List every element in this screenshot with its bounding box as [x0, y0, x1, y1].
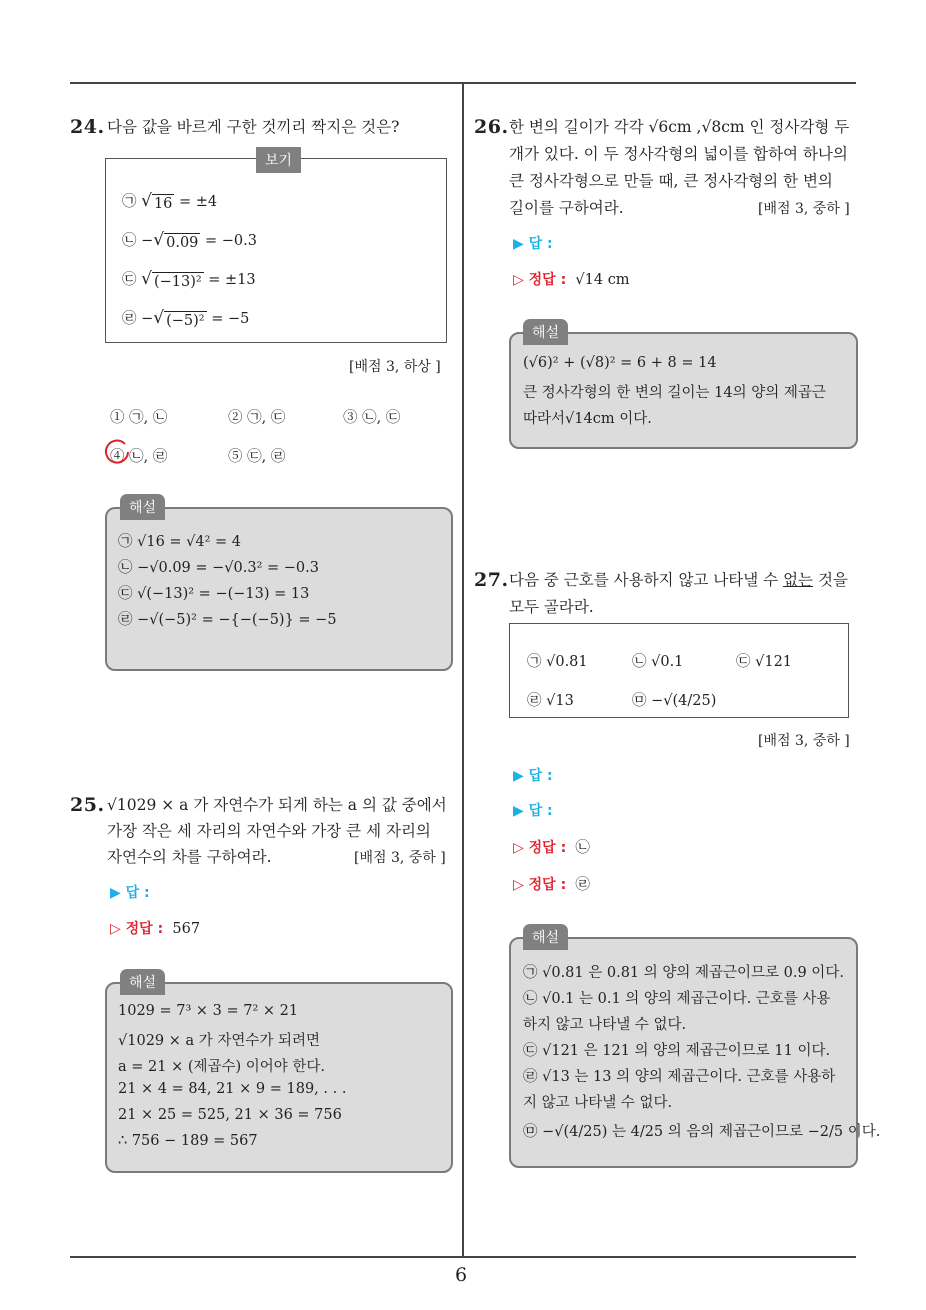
q26-text-line-2: 개가 있다. 이 두 정사각형의 넓이를 합하여 하나의 — [509, 145, 848, 163]
q25-sol-line-5: 21 × 25 = 525, 21 × 36 = 756 — [118, 1107, 342, 1123]
q25-solution-title: 해설 — [120, 969, 165, 995]
q24-choice-3[interactable]: ③ ㉡, ㉢ — [343, 410, 401, 426]
q27-correct-label-1: ▷ 정답 : — [513, 840, 567, 856]
q26-correct-row — [513, 269, 630, 289]
q27-sol-line-2: ㉡ √0.1 는 0.1 의 양의 제곱근이다. 근호를 사용 — [523, 991, 831, 1007]
q25-sol-line-2: √1029 × a 가 자연수가 되려면 — [118, 1033, 321, 1049]
q24-sol-line-2: ㉡ −√0.09 = −√0.3² = −0.3 — [118, 560, 319, 576]
q24-item-4: ㉣ − √ (−5)² = −5 — [122, 308, 250, 329]
q24-number: 24. — [70, 116, 105, 138]
q27-underlined-word: 없는 — [783, 571, 814, 589]
q26-correct-label: ▷ 정답 : — [513, 272, 567, 288]
q27-item-1: ㉠ √0.81 — [527, 654, 588, 670]
q24-solution-title: 해설 — [120, 494, 165, 520]
q24-choice-1[interactable]: ① ㉠, ㉡ — [110, 410, 168, 426]
column-divider — [462, 83, 464, 1256]
q27-answer-label-1: ▶ 답 : — [513, 768, 553, 784]
q27-sol-line-7: ㉤ −√(4/25) 는 4/25 의 음의 제곱근이므로 −2/5 이다. — [523, 1124, 881, 1140]
q26-number: 26. — [474, 116, 509, 138]
q24-choice-5[interactable]: ⑤ ㉢, ㉣ — [228, 449, 286, 465]
q27-number: 27. — [474, 569, 509, 591]
q26-text-line-1: 한 변의 길이가 각각 √6cm ,√8cm 인 정사각형 두 — [509, 118, 850, 136]
q24-score: [배점 3, 하상 ] — [349, 359, 441, 375]
q27-sol-line-3: 하지 않고 나타낼 수 없다. — [523, 1017, 687, 1033]
q25-correct-row — [110, 918, 200, 938]
bottom-rule — [70, 1256, 856, 1258]
q27-correct-label-2: ▷ 정답 : — [513, 877, 567, 893]
q25-text-line-2: 가장 작은 세 자리의 자연수와 가장 큰 세 자리의 — [107, 822, 431, 840]
q25-sol-line-4: 21 × 4 = 84, 21 × 9 = 189, . . . — [118, 1081, 347, 1097]
q27-sol-line-6: 지 않고 나타낼 수 없다. — [523, 1095, 673, 1111]
q24-choice-2[interactable]: ② ㉠, ㉢ — [228, 410, 286, 426]
q24-example-title: 보기 — [256, 147, 301, 173]
q24-sol-line-3: ㉢ √(−13)² = −(−13) = 13 — [118, 586, 310, 602]
q27-text-line-1: 다음 중 근호를 사용하지 않고 나타낼 수 없는 것을 — [509, 571, 848, 589]
q27-text-line-2: 모두 골라라. — [509, 598, 594, 616]
q27-sol-line-1: ㉠ √0.81 은 0.81 의 양의 제곱근이므로 0.9 이다. — [523, 965, 844, 981]
q26-score: [배점 3, 중하 ] — [758, 201, 850, 217]
q27-sol-line-4: ㉢ √121 은 121 의 양의 제곱근이므로 11 이다. — [523, 1043, 831, 1059]
q25-sol-line-1: 1029 = 7³ × 3 = 7² × 21 — [118, 1003, 299, 1019]
q27-answer-label-2: ▶ 답 : — [513, 803, 553, 819]
q26-text-line-4: 길이를 구하여라. — [509, 199, 624, 217]
q27-item-4: ㉣ √13 — [527, 693, 574, 709]
q27-item-3: ㉢ √121 — [736, 654, 793, 670]
q25-text-line-1: √1029 × a 가 자연수가 되게 하는 a 의 값 중에서 — [107, 796, 447, 814]
q26-solution-title: 해설 — [523, 319, 568, 345]
q27-score: [배점 3, 중하 ] — [758, 733, 850, 749]
page-number: 6 — [455, 1264, 468, 1286]
q24-sol-line-4: ㉣ −√(−5)² = −{−(−5)} = −5 — [118, 612, 337, 628]
q24-item-2: ㉡ − √ 0.09 = −0.3 — [122, 230, 257, 251]
q25-correct-value: 567 — [172, 921, 201, 937]
q25-number: 25. — [70, 794, 105, 816]
q27-item-2: ㉡ √0.1 — [632, 654, 684, 670]
selected-answer-circle-icon — [103, 438, 131, 466]
q24-text: 다음 값을 바르게 구한 것끼리 짝지은 것은? — [107, 118, 400, 136]
q26-answer-label: ▶ 답 : — [513, 236, 553, 252]
q26-sol-line-3: 따라서√14cm 이다. — [523, 411, 652, 427]
q27-correct-row-2 — [513, 873, 590, 894]
q25-correct-label: ▷ 정답 : — [110, 921, 164, 937]
q27-correct-value-2: ㉣ — [575, 877, 590, 893]
q27-correct-row-1 — [513, 836, 590, 857]
q27-correct-value-1: ㉡ — [575, 840, 590, 856]
q25-answer-label: ▶ 답 : — [110, 885, 150, 901]
q27-item-5: ㉤ −√(4/25) — [632, 693, 717, 709]
q26-sol-line-2: 큰 정사각형의 한 변의 길이는 14의 양의 제곱근 — [523, 385, 826, 401]
q24-choice-4[interactable]: ④ ㉡, ㉣ — [110, 449, 168, 465]
q25-text-line-3: 자연수의 차를 구하여라. — [107, 848, 272, 866]
q25-score: [배점 3, 중하 ] — [354, 850, 446, 866]
q26-correct-value: √14 cm — [575, 272, 630, 288]
q27-sol-line-5: ㉣ √13 는 13 의 양의 제곱근이다. 근호를 사용하 — [523, 1069, 836, 1085]
q24-sol-line-1: ㉠ √16 = √4² = 4 — [118, 534, 242, 550]
q26-sol-line-1: (√6)² + (√8)² = 6 + 8 = 14 — [523, 355, 717, 371]
q25-sol-line-6: ∴ 756 − 189 = 567 — [118, 1133, 258, 1149]
q24-item-1: ㉠ √ 16 = ±4 — [122, 191, 218, 212]
q27-solution-title: 해설 — [523, 924, 568, 950]
q25-sol-line-3: a = 21 × (제곱수) 이어야 한다. — [118, 1059, 326, 1075]
q24-item-3: ㉢ √ (−13)² = ±13 — [122, 269, 256, 290]
q26-text-line-3: 큰 정사각형으로 만들 때, 큰 정사각형의 한 변의 — [509, 172, 833, 190]
